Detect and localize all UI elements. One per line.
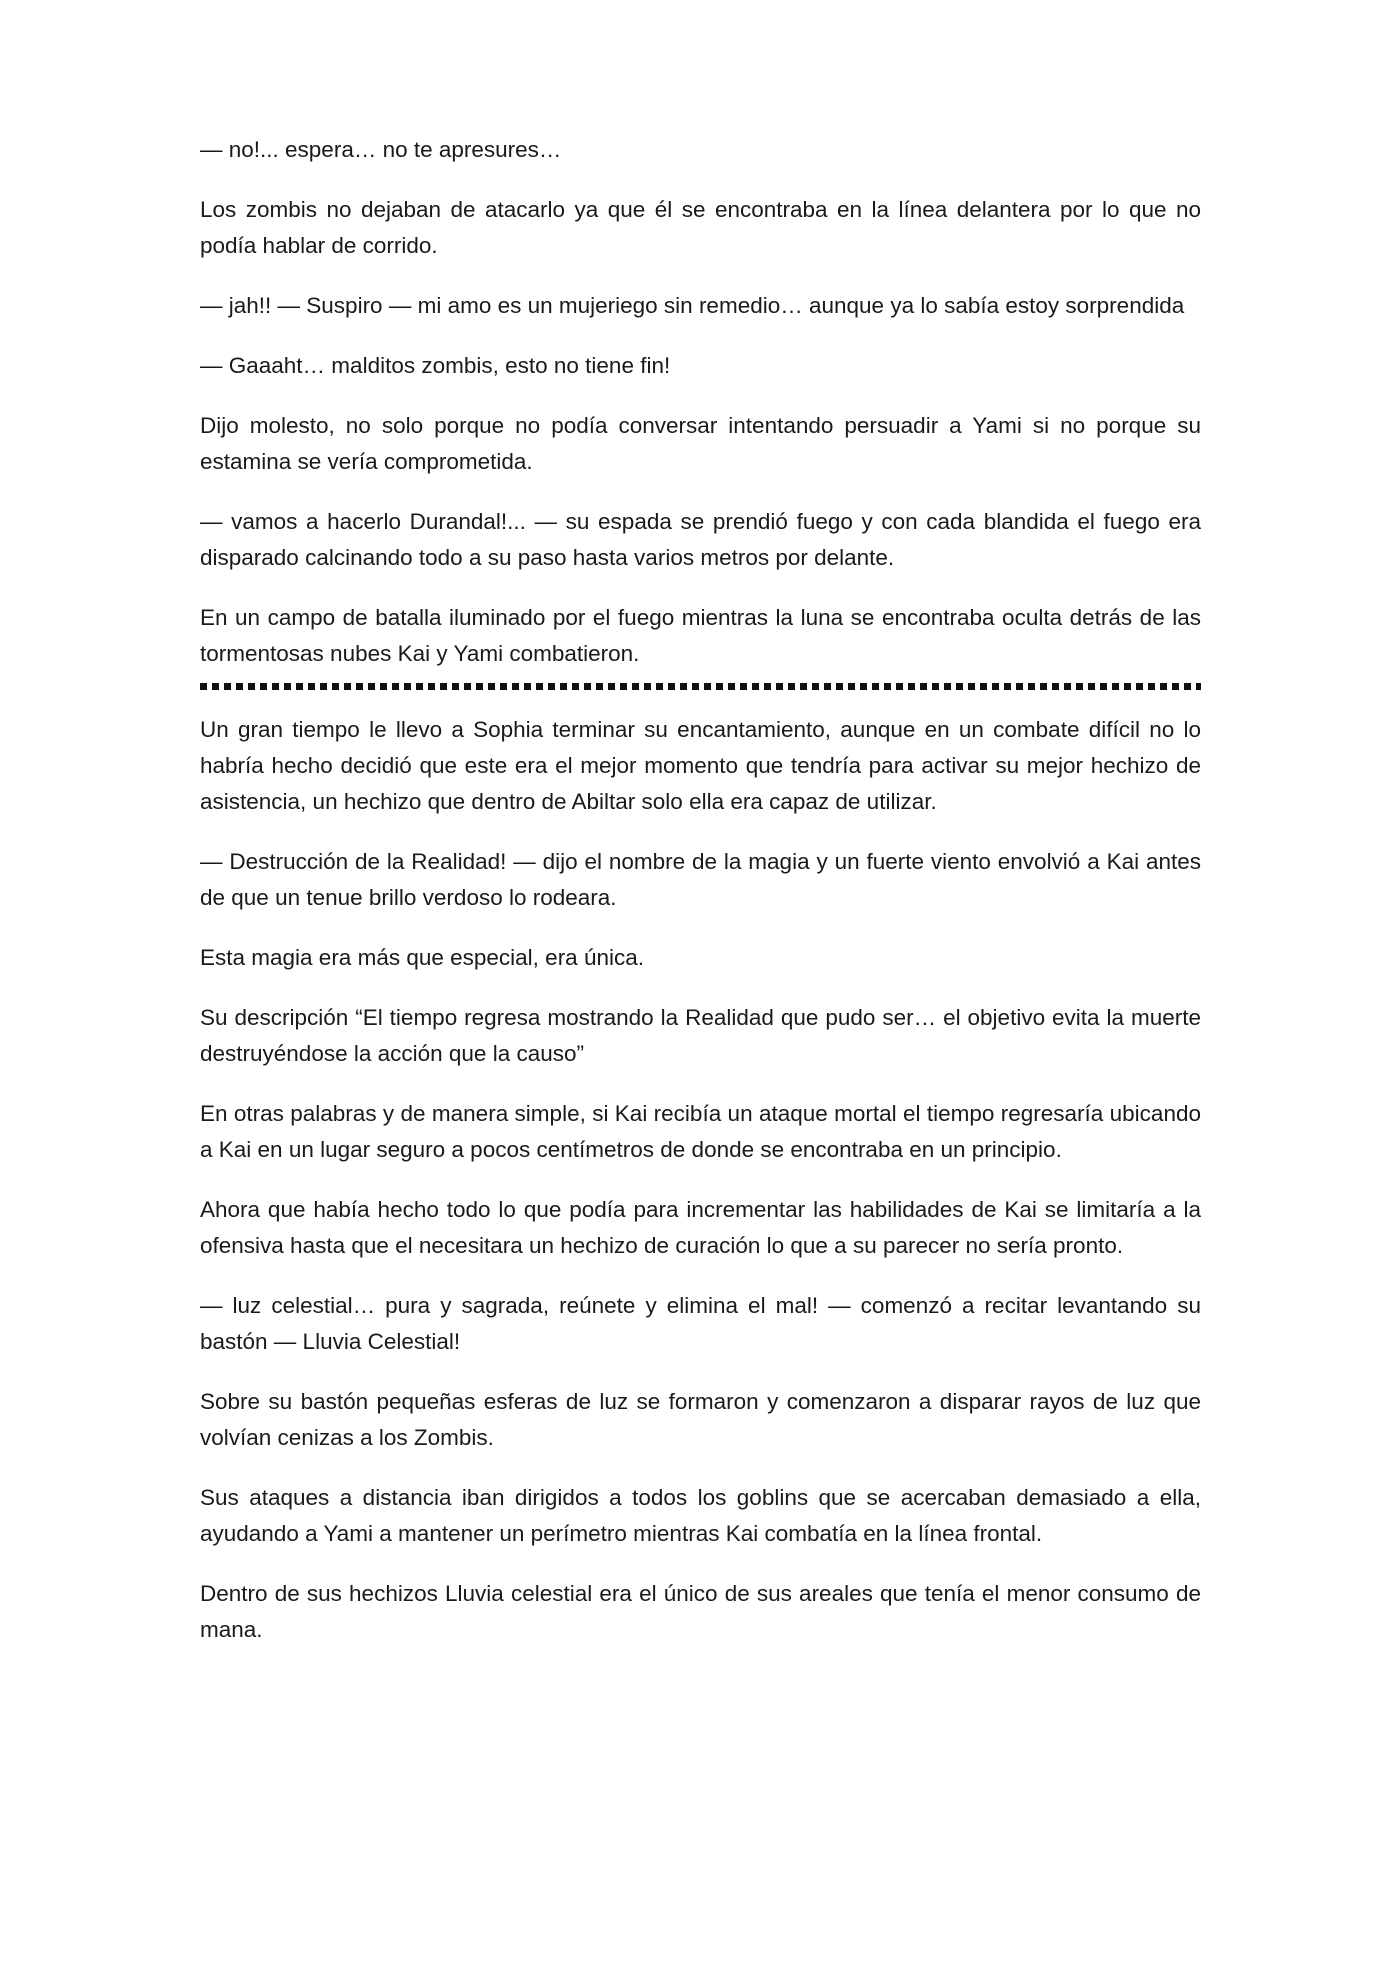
paragraph: Su descripción “El tiempo regresa mostrando la Realidad que pudo ser… el objetivo evita la muerte destruyéndose la acción que la causo”	[200, 1005, 1201, 1066]
paragraph: — luz celestial… pura y sagrada, reúnete y elimina el mal! — comenzó a recitar levantando su bastón — Lluvia Celestial!	[200, 1293, 1201, 1354]
paragraph: Sobre su bastón pequeñas esferas de luz se formaron y comenzaron a disparar rayos de luz que volvían cenizas a los Zombis.	[200, 1389, 1201, 1450]
paragraph: En otras palabras y de manera simple, si Kai recibía un ataque mortal el tiempo regresaría ubicando a Kai en un lugar seguro a pocos centímetros de donde se encontraba en un principio.	[200, 1101, 1201, 1162]
section-divider	[200, 683, 1201, 690]
paragraph: Dentro de sus hechizos Lluvia celestial era el único de sus areales que tenía el menor consumo de mana.	[200, 1581, 1201, 1642]
paragraph: — Gaaaht… malditos zombis, esto no tiene fin!	[200, 353, 671, 378]
paragraph: Un gran tiempo le llevo a Sophia terminar su encantamiento, aunque en un combate difícil no lo habría hecho decidió que este era el mejor momento que tendría para activar su mejor hechizo de asistencia, un hechizo que dentro de Abiltar solo ella era capaz de utilizar.	[200, 717, 1201, 814]
document-page	[200, 132, 1201, 1672]
paragraph: — jah!! — Suspiro — mi amo es un mujeriego sin remedio… aunque ya lo sabía estoy sorprendida	[200, 293, 1185, 318]
paragraph: Sus ataques a distancia iban dirigidos a todos los goblins que se acercaban demasiado a ella, ayudando a Yami a mantener un perímetro mientras Kai combatía en la línea frontal.	[200, 1485, 1201, 1546]
paragraph: En un campo de batalla iluminado por el fuego mientras la luna se encontraba oculta detrás de las tormentosas nubes Kai y Yami combatieron.	[200, 605, 1201, 666]
paragraph: Esta magia era más que especial, era única.	[200, 945, 644, 970]
paragraph: Ahora que había hecho todo lo que podía para incrementar las habilidades de Kai se limitaría a la ofensiva hasta que el necesitara un hechizo de curación lo que a su parecer no sería pronto.	[200, 1197, 1201, 1258]
paragraph: — no!... espera… no te apresures…	[200, 137, 562, 162]
paragraph: Los zombis no dejaban de atacarlo ya que él se encontraba en la línea delantera por lo que no podía hablar de corrido.	[200, 197, 1201, 258]
paragraph: — Destrucción de la Realidad! — dijo el nombre de la magia y un fuerte viento envolvió a Kai antes de que un tenue brillo verdoso lo rodeara.	[200, 849, 1201, 910]
paragraph: — vamos a hacerlo Durandal!... — su espada se prendió fuego y con cada blandida el fuego era disparado calcinando todo a su paso hasta varios metros por delante.	[200, 509, 1201, 570]
paragraph: Dijo molesto, no solo porque no podía conversar intentando persuadir a Yami si no porque su estamina se vería comprometida.	[200, 413, 1201, 474]
